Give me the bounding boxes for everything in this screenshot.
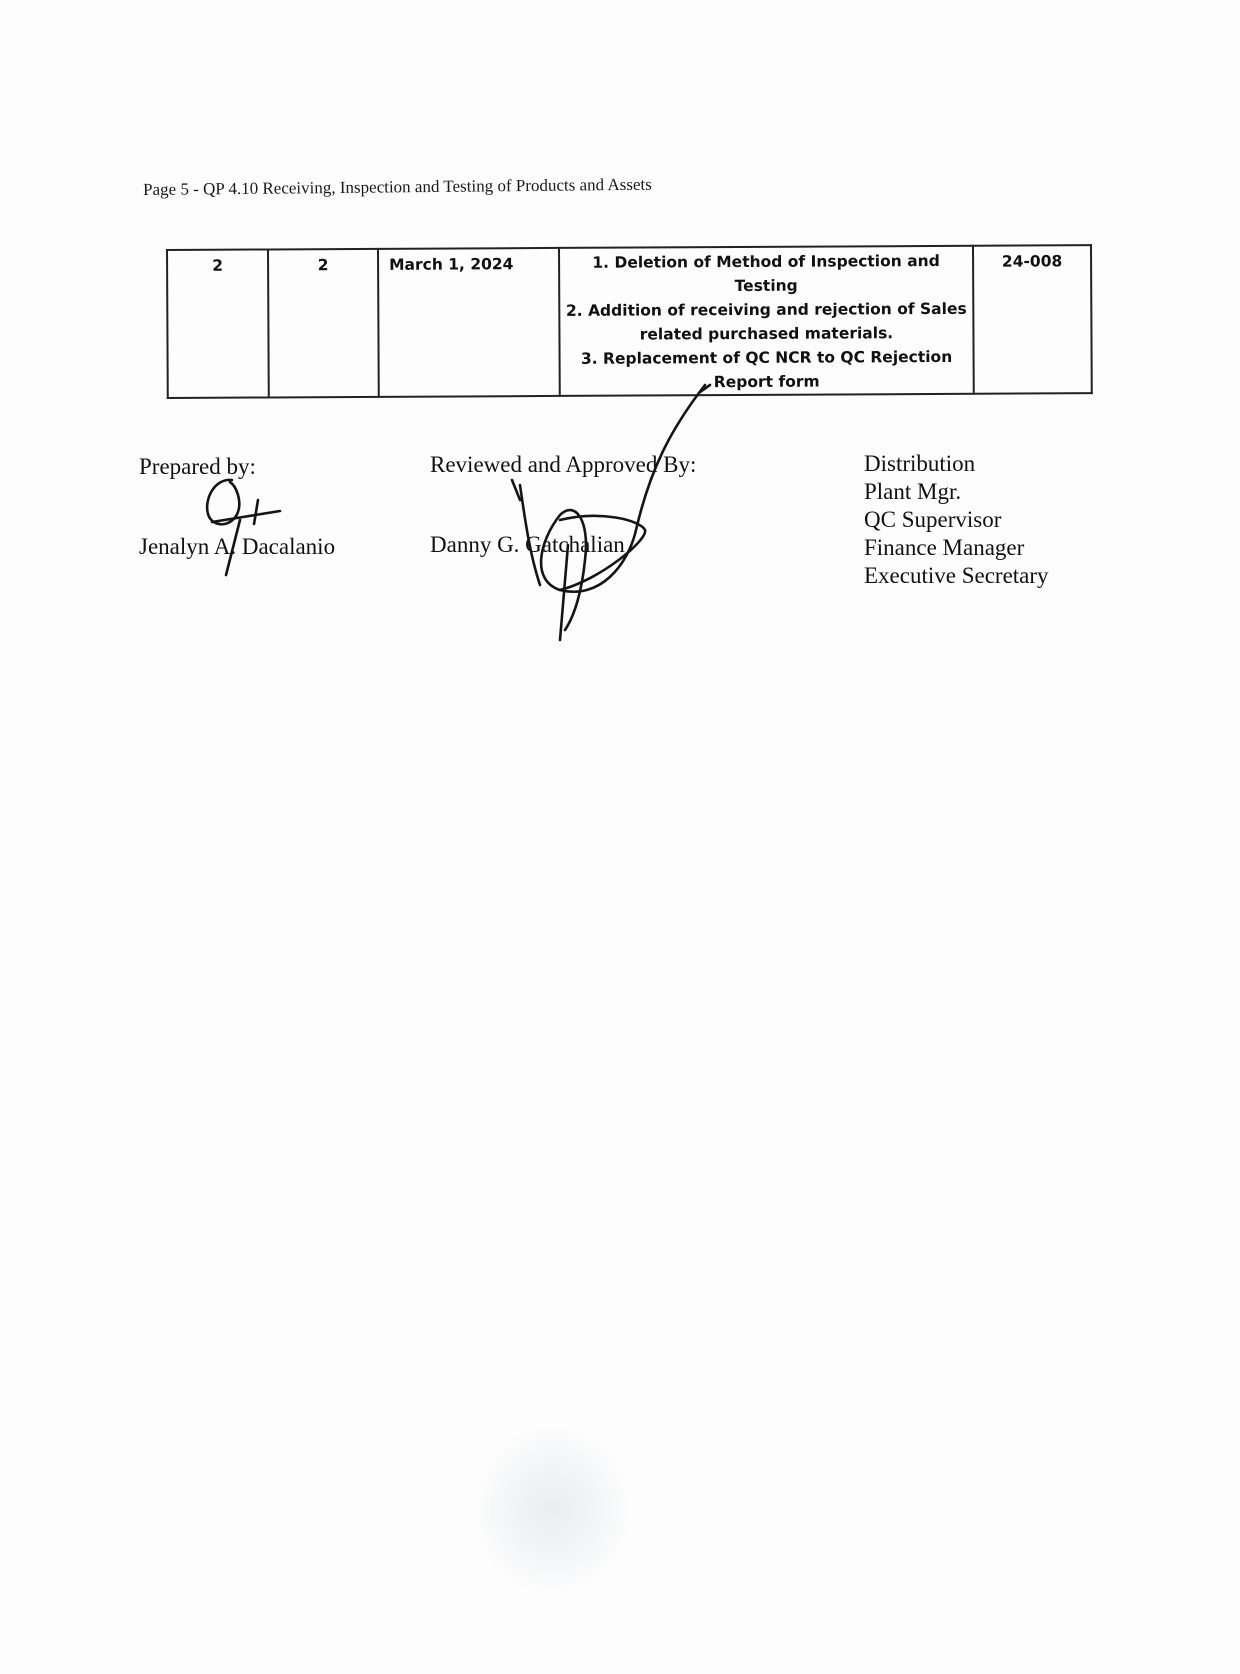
- prepared-by-label: Prepared by:: [139, 454, 256, 479]
- distribution-item: Finance Manager: [864, 535, 1025, 560]
- description-cell: [559, 246, 974, 396]
- prepared-by-block: [139, 453, 335, 561]
- distribution-title: Distribution: [864, 451, 976, 476]
- revision-table: [166, 244, 1093, 399]
- distribution-list: [864, 450, 1049, 590]
- description-line: 3. Replacement of QC NCR to QC Rejection: [580, 347, 953, 368]
- reference-cell: 24-008: [973, 245, 1092, 394]
- description-line: 1. Deletion of Method of Inspection and: [592, 251, 940, 272]
- page-header: Page 5 - QP 4.10 Receiving, Inspection and Testing of Products and Assets: [143, 174, 652, 199]
- reviewed-by-name: Danny G. Gatchalian: [430, 532, 625, 557]
- reviewed-by-block: [430, 451, 696, 559]
- description-line: Report form: [713, 372, 820, 392]
- version-cell: 2: [268, 249, 379, 398]
- table-row: [167, 245, 1092, 398]
- paper-smudge: [478, 1430, 628, 1590]
- prepared-by-name: Jenalyn A. Dacalanio: [139, 534, 336, 559]
- description-line: related purchased materials.: [639, 324, 894, 344]
- description-line: Testing: [734, 276, 798, 296]
- reviewed-by-label: Reviewed and Approved By:: [430, 452, 697, 477]
- date-cell: March 1, 2024: [378, 248, 560, 397]
- distribution-item: Plant Mgr.: [864, 479, 962, 504]
- distribution-item: Executive Secretary: [864, 563, 1049, 588]
- distribution-item: QC Supervisor: [864, 507, 1002, 532]
- description-line: 2. Addition of receiving and rejection of Sales: [565, 299, 967, 320]
- revision-cell: 2: [167, 249, 269, 398]
